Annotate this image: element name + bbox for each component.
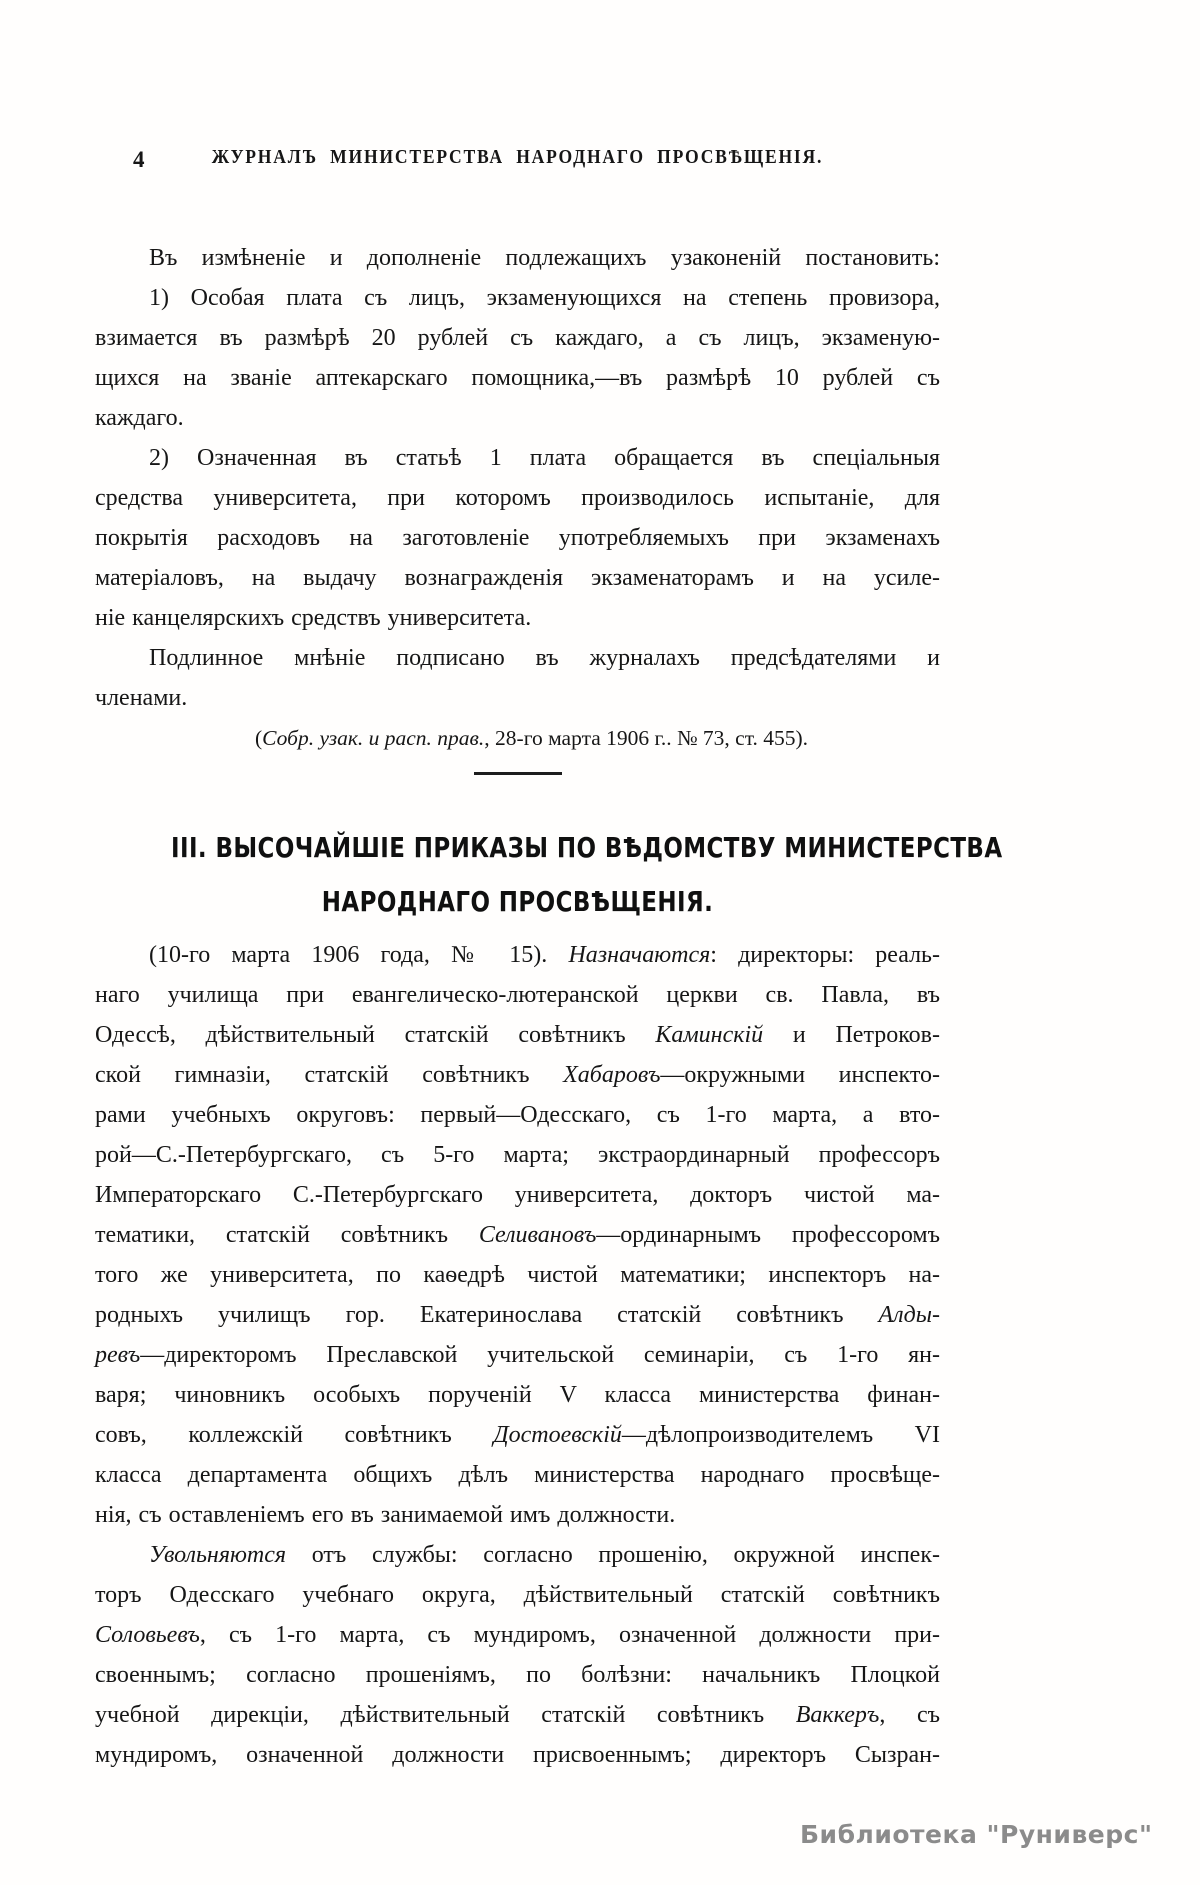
text-segment: наго училища при евангелическо-лютеранской церкви св. Павла, въ (95, 982, 940, 1008)
text-line (95, 598, 940, 638)
italic-text-segment: Алды- (878, 1302, 940, 1328)
text-segment: : директоры: реаль- (710, 942, 940, 968)
text-segment: учебной дирекціи, дѣйствительный статскій совѣтникъ (95, 1702, 796, 1728)
running-header (95, 146, 940, 176)
text-segment: отъ службы: согласно прошенію, окружной инспек- (286, 1542, 940, 1568)
text-line (95, 398, 940, 438)
text-segment: Одессѣ, дѣйствительный статскій совѣтникъ (95, 1022, 656, 1048)
italic-text-segment: Хабаровъ (563, 1062, 661, 1088)
text-segment: —ординарнымъ профессоромъ (596, 1222, 940, 1248)
italic-text-segment: Каминскій (655, 1022, 764, 1048)
text-line (95, 1575, 940, 1615)
text-line (95, 1055, 940, 1095)
text-line (95, 975, 940, 1015)
text-segment: —окружными инспекто- (660, 1062, 940, 1088)
orders-text-block (95, 935, 940, 1775)
text-segment: нія, съ оставленіемъ его въ занимаемой имъ должности. (95, 1502, 676, 1528)
text-segment: рами учебныхъ округовъ: первый—Одесскаго, съ 1-го марта, а вто- (95, 1102, 940, 1128)
italic-text-segment: Назначаются (568, 942, 711, 968)
text-line (95, 1015, 940, 1055)
text-line (95, 1735, 940, 1775)
text-column (95, 0, 1003, 1775)
text-line (95, 1095, 940, 1135)
text-segment: ( (255, 726, 263, 750)
text-line (95, 1335, 940, 1375)
appointments (95, 935, 940, 1535)
text-line (95, 438, 940, 478)
text-segment: матеріаловъ, на выдачу вознагражденія экзаменаторамъ и на усиле- (95, 565, 940, 591)
citation-line (95, 718, 940, 758)
text-segment: того же университета, по каѳедрѣ чистой математики; инспекторъ на- (95, 1262, 940, 1288)
text-line (95, 1655, 940, 1695)
text-line (95, 558, 940, 598)
text-line (95, 678, 940, 718)
signature-note (95, 638, 940, 718)
text-segment: , 28-го марта 1906 г.. № 73, ст. 455). (484, 726, 809, 750)
text-line (95, 638, 940, 678)
text-segment: членами. (95, 685, 188, 711)
italic-text-segment: Увольняются (149, 1542, 287, 1568)
text-segment: рой—С.-Петербургскаго, съ 5-го марта; экстраординарный профессоръ (95, 1142, 940, 1168)
text-segment: Императорскаго С.-Петербургскаго университета, докторъ чистой ма- (95, 1182, 940, 1208)
text-segment: торъ Одесскаго учебнаго округа, дѣйствительный статскій совѣтникъ (95, 1582, 940, 1608)
text-segment: —дѣлопроизводителемъ VI (621, 1422, 940, 1448)
section-heading-line1: III. ВЫСОЧАЙШІЕ ПРИКАЗЫ ПО ВѢДОМСТВУ МИНИСТЕРСТВА (171, 831, 1003, 864)
text-segment: класса департамента общихъ дѣлъ министерства народнаго просвѣще- (95, 1462, 940, 1488)
italic-text-segment: Собр. узак. и расп. прав. (262, 726, 485, 750)
italic-text-segment: Селивановъ (478, 1222, 597, 1248)
text-line (95, 318, 940, 358)
text-segment: покрытія расходовъ на заготовленіе употребляемыхъ при экзаменахъ (95, 525, 940, 551)
article-1 (95, 278, 940, 438)
article-2 (95, 438, 940, 638)
text-line (95, 1455, 940, 1495)
text-line (95, 1535, 940, 1575)
text-line (95, 518, 940, 558)
text-segment: совъ, коллежскій совѣтникъ (95, 1422, 494, 1448)
text-segment: тематики, статскій совѣтникъ (95, 1222, 479, 1248)
text-segment: (10-го марта 1906 года, № 15). (149, 942, 569, 968)
text-segment: каждаго. (95, 405, 184, 431)
text-line (95, 935, 940, 975)
decree-text-block (95, 238, 940, 718)
text-segment: —директоромъ Преславской учительской семинаріи, съ 1-го ян- (140, 1342, 940, 1368)
text-line (95, 238, 940, 278)
text-segment: 2) Означенная въ статьѣ 1 плата обращается въ спеціальныя (149, 445, 940, 471)
text-segment: 1) Особая плата съ лицъ, экзаменующихся на степень провизора, (149, 285, 940, 311)
italic-text-segment: Ваккеръ (795, 1702, 880, 1728)
text-segment: Подлинное мнѣніе подписано въ журналахъ предсѣдателями и (149, 645, 940, 671)
text-segment: ской гимназіи, статскій совѣтникъ (95, 1062, 564, 1088)
dismissals (95, 1535, 940, 1775)
text-segment: варя; чиновникъ особыхъ порученій V класса министерства финан- (95, 1382, 940, 1408)
text-line (95, 478, 940, 518)
text-line (95, 1375, 940, 1415)
text-segment: Въ измѣненіе и дополненіе подлежащихъ узаконеній постановить: (149, 245, 940, 271)
text-line (95, 1175, 940, 1215)
section-divider-rule (474, 772, 562, 775)
text-line (95, 1135, 940, 1175)
text-line (95, 1415, 940, 1455)
italic-text-segment: Достоевскій (493, 1422, 622, 1448)
text-line (95, 1255, 940, 1295)
journal-running-title: ЖУРНАЛЪ МИНИСТЕРСТВА НАРОДНАГО ПРОСВѢЩЕНІЯ. (211, 146, 824, 168)
text-segment: , съ (879, 1702, 941, 1728)
text-segment: средства университета, при которомъ производилось испытаніе, для (95, 485, 940, 511)
text-segment: родныхъ училищъ гор. Екатеринослава статскій совѣтникъ (95, 1302, 879, 1328)
text-segment: своеннымъ; согласно прошеніямъ, по болѣзни: начальникъ Плоцкой (95, 1662, 940, 1688)
text-segment: взимается въ размѣрѣ 20 рублей съ каждаго, а съ лицъ, экзаменую- (95, 325, 940, 351)
text-line (95, 1695, 940, 1735)
section-heading (95, 821, 1003, 929)
page-number: 4 (133, 147, 145, 172)
text-segment: , съ 1-го марта, съ мундиромъ, означенной должности при- (199, 1622, 940, 1648)
text-line (95, 1295, 940, 1335)
text-line (95, 358, 940, 398)
text-segment: щихся на званіе аптекарскаго помощника,—въ размѣрѣ 10 рублей съ (95, 365, 940, 391)
text-line (95, 1495, 940, 1535)
text-segment: ніе канцелярскихъ средствъ университета. (95, 605, 532, 631)
text-segment: мундиромъ, означенной должности присвоеннымъ; директоръ Сызран- (95, 1742, 940, 1768)
italic-text-segment: ревъ (95, 1342, 141, 1368)
resolution-preamble (95, 238, 940, 278)
text-line (95, 1615, 940, 1655)
text-segment: и Петроков- (763, 1022, 941, 1048)
text-line (95, 1215, 940, 1255)
library-watermark: Библиотека "Руниверс" (800, 1820, 1153, 1849)
italic-text-segment: Соловьевъ (95, 1622, 200, 1648)
section-heading-line2: НАРОДНАГО ПРОСВѢЩЕНІЯ. (321, 885, 714, 918)
text-line (95, 278, 940, 318)
